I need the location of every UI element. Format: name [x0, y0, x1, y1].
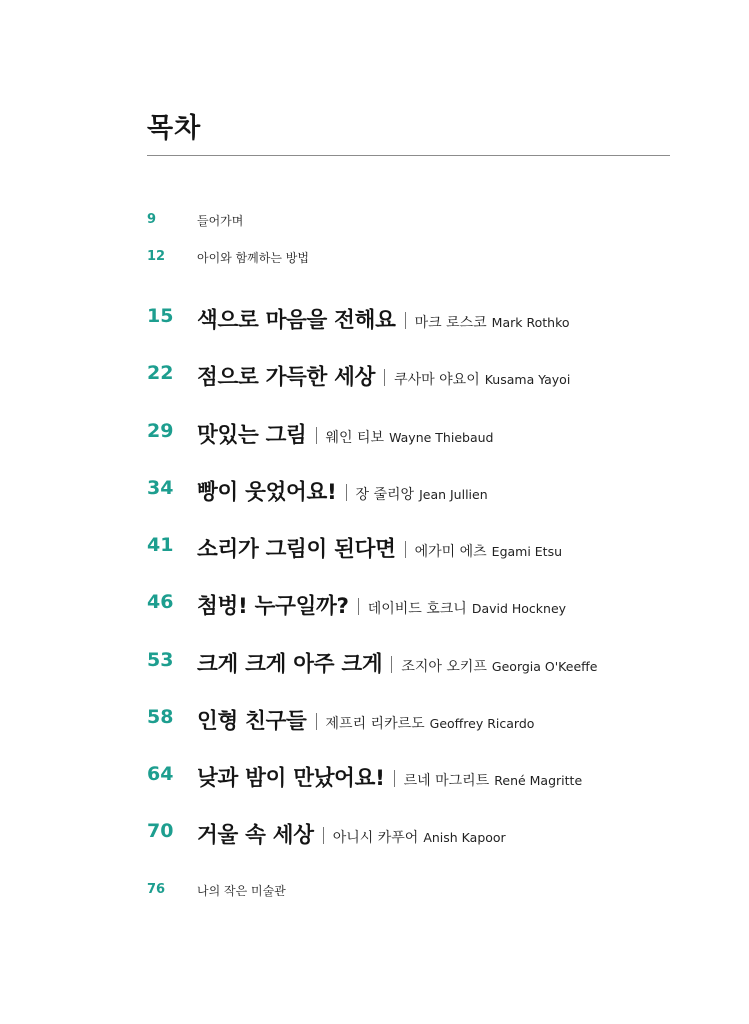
- toc-entry-outro[interactable]: [0, 882, 749, 902]
- page-number: 34: [147, 477, 174, 499]
- artist-name-english: René Magritte: [494, 773, 583, 788]
- chapter-title: 크게 크게 아주 크게: [197, 652, 383, 677]
- separator: [358, 598, 359, 615]
- separator: [394, 770, 395, 787]
- toc-chapter[interactable]: [0, 303, 749, 335]
- toc-chapter[interactable]: [0, 647, 749, 679]
- toc-chapter[interactable]: [0, 532, 749, 564]
- page-number: 12: [147, 249, 166, 264]
- entry-label: 아이와 함께하는 방법: [197, 251, 309, 265]
- chapter-title: 소리가 그림이 된다면: [197, 537, 396, 562]
- toc-chapter[interactable]: [0, 704, 749, 736]
- artist-name-english: Jean Jullien: [419, 487, 488, 502]
- artist-name-korean: 아니시 카푸어: [332, 830, 419, 846]
- page-number: 46: [147, 591, 174, 613]
- entry-label: 나의 작은 미술관: [197, 884, 286, 898]
- page-number: 41: [147, 534, 174, 556]
- separator: [316, 427, 317, 444]
- artist-name-korean: 마크 로스코: [414, 315, 487, 331]
- artist-name-korean: 에가미 에츠: [414, 544, 487, 560]
- artist-name-english: Wayne Thiebaud: [389, 430, 494, 445]
- separator: [323, 827, 324, 844]
- toc-entry-howto[interactable]: [0, 249, 749, 269]
- page-number: 64: [147, 763, 174, 785]
- separator: [405, 541, 406, 558]
- chapter-title: 색으로 마음을 전해요: [197, 308, 396, 333]
- artist-name-korean: 제프리 리카르도: [325, 716, 425, 732]
- artist-name-korean: 르네 마그리트: [403, 773, 490, 789]
- artist-name-korean: 조지아 오키프: [401, 659, 487, 675]
- artist-name-english: Geoffrey Ricardo: [429, 716, 535, 731]
- chapter-title: 낮과 밤이 만났어요!: [197, 766, 385, 791]
- toc-chapter[interactable]: [0, 818, 749, 850]
- artist-name-english: Egami Etsu: [491, 544, 563, 559]
- page-title: 목차: [147, 113, 202, 144]
- chapter-title: 점으로 가득한 세상: [197, 365, 376, 390]
- separator: [391, 656, 392, 673]
- artist-name-english: Mark Rothko: [491, 315, 570, 330]
- artist-name-english: Georgia O'Keeffe: [491, 659, 598, 674]
- artist-name-english: David Hockney: [471, 601, 567, 616]
- page-number: 15: [147, 305, 174, 327]
- toc-chapter[interactable]: [0, 360, 749, 392]
- separator: [405, 312, 406, 329]
- separator: [384, 369, 385, 386]
- artist-name-korean: 쿠사마 야요이: [394, 372, 480, 388]
- toc-chapter[interactable]: [0, 761, 749, 793]
- page-number: 53: [147, 649, 174, 671]
- page-number: 29: [147, 420, 174, 442]
- artist-name-korean: 장 줄리앙: [355, 487, 415, 503]
- chapter-title: 거울 속 세상: [197, 823, 314, 848]
- artist-name-english: Kusama Yayoi: [484, 372, 571, 387]
- toc-chapter[interactable]: [0, 589, 749, 621]
- chapter-title: 빵이 웃었어요!: [197, 480, 337, 505]
- entry-label: 들어가며: [197, 214, 244, 228]
- artist-name-korean: 데이비드 호크니: [367, 601, 467, 617]
- chapter-title: 첨벙! 누구일까?: [197, 594, 349, 619]
- toc-chapter[interactable]: [0, 475, 749, 507]
- page-number: 9: [147, 212, 157, 227]
- toc-chapter[interactable]: [0, 418, 749, 450]
- artist-name-english: Anish Kapoor: [423, 830, 506, 845]
- page-number: 76: [147, 882, 166, 897]
- artist-name-korean: 웨인 티보: [325, 430, 385, 446]
- chapter-title: 인형 친구들: [197, 709, 307, 734]
- title-divider: [147, 155, 670, 156]
- page-number: 58: [147, 706, 174, 728]
- separator: [316, 713, 317, 730]
- page-number: 70: [147, 820, 174, 842]
- chapter-title: 맛있는 그림: [197, 423, 307, 448]
- toc-entry-intro[interactable]: [0, 212, 749, 232]
- separator: [346, 484, 347, 501]
- page-number: 22: [147, 362, 174, 384]
